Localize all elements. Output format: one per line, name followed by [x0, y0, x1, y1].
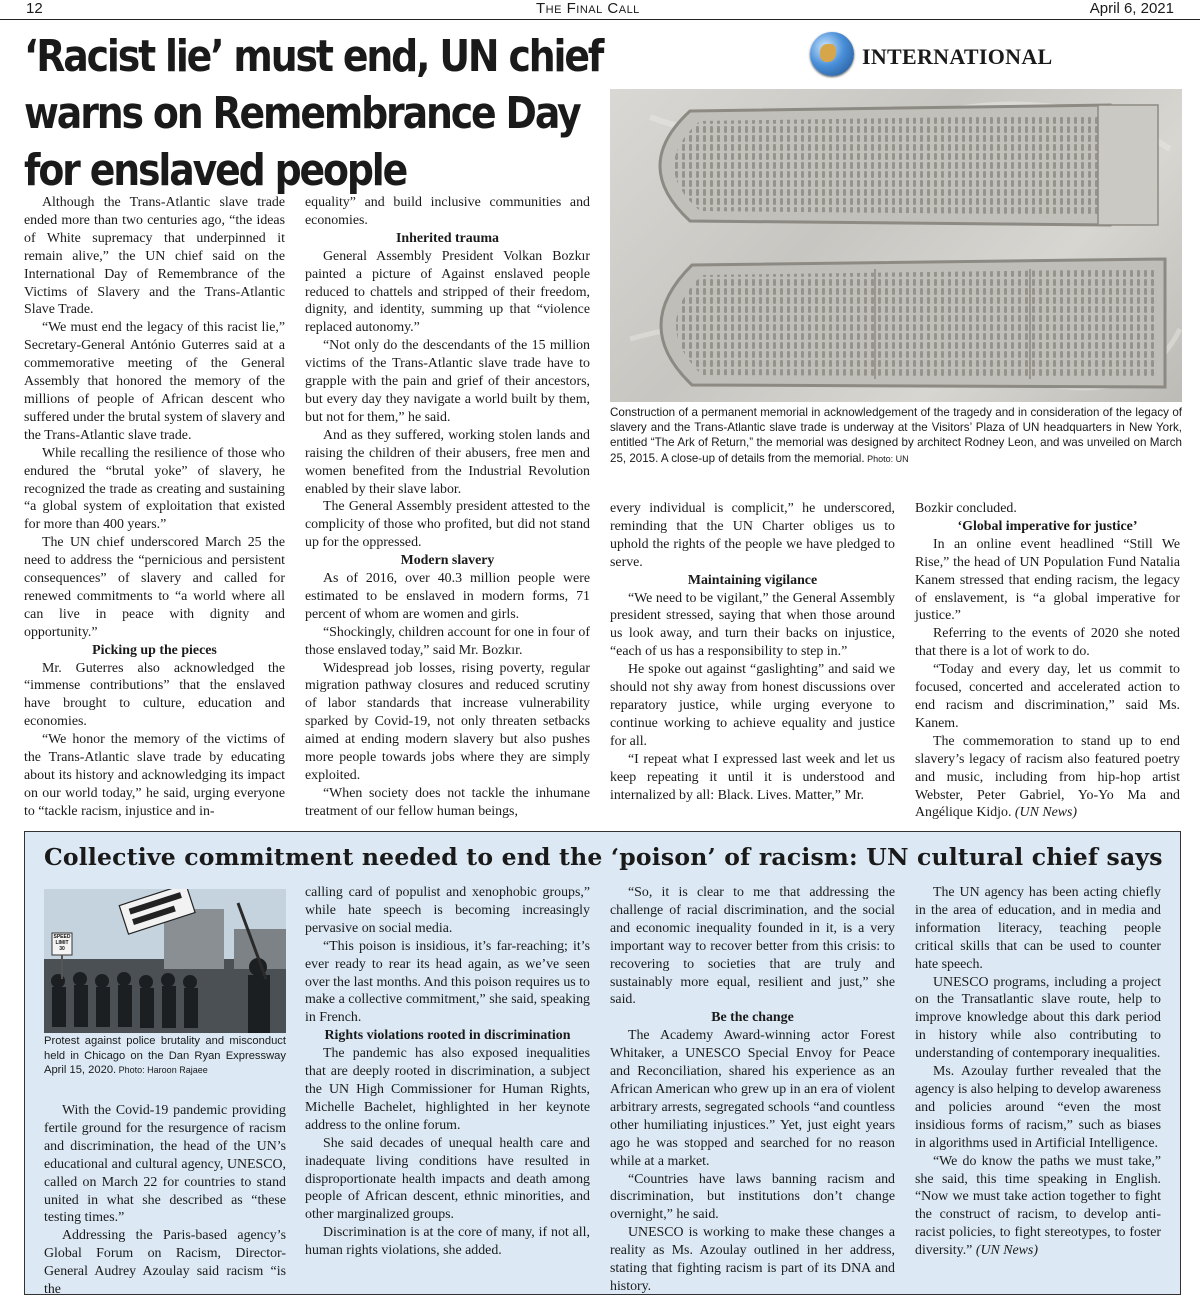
- paragraph: [305, 498, 590, 552]
- memorial-ship-carving: [610, 89, 1182, 402]
- paragraph: [610, 751, 895, 805]
- paragraph: [915, 1153, 1161, 1260]
- paragraph: [610, 1027, 895, 1170]
- paragraph-text: calling card of populist and xenophobic groups,” while hate speech is becoming increasingly pervasive on social media.: [305, 885, 590, 936]
- paragraph: [24, 534, 285, 641]
- paragraph-text: “So, it is clear to me that addressing the challenge of racial discrimination, and the social and economic inequality founded in it, is a very important way to recover better from this crisis: to recovering to societies that are truly and sustainably more equal, resilient and just,” she said.: [610, 885, 895, 1008]
- paragraph-text: “Shockingly, children account for one in four of those enslaved today,” said Mr. Bozkır.: [305, 624, 590, 658]
- story1-headline: ‘Racist lie’ must end, UN chief warns on Remembrance Day for enslaved people: [24, 31, 603, 196]
- speed-limit-sign: SPEED LIMIT 30: [53, 934, 71, 952]
- story1-column-1: [24, 194, 285, 821]
- paragraph: [24, 731, 285, 821]
- photo-credit: Photo: Haroon Rajaee: [116, 1065, 208, 1075]
- paragraph: [305, 194, 590, 230]
- story2-column-4: [915, 884, 1161, 1260]
- story1-column-2: [305, 194, 590, 821]
- story1-column-3: [610, 500, 895, 804]
- paragraph-text: And as they suffered, working stolen lands and raising the children of their abusers, free men and women benefited from the Industrial Revolution enabled by their slave labor.: [305, 427, 590, 497]
- paragraph-text: “I repeat what I expressed last week and let us keep repeating it until it is understood and internalized by all: Black. Lives. Matter,” Mr.: [610, 751, 895, 803]
- paragraph-text: “When society does not tackle the inhumane treatment of our fellow human beings,: [305, 785, 590, 819]
- paragraph: [24, 445, 285, 535]
- paragraph-text: As of 2016, over 40.3 million people were estimated to be enslaved in modern forms, 71 percent of whom are women and girls.: [305, 571, 590, 622]
- paragraph-text: The commemoration to stand up to end slavery’s legacy of racism also featured poetry and music, including from hip-hop artist Webster, Peter Gabriel, Yo-Yo Ma and Angélique Kidjo.: [915, 733, 1180, 821]
- paragraph: [44, 1102, 286, 1227]
- paragraph-text: equality” and build inclusive communities and economies.: [305, 195, 590, 228]
- paragraph: [610, 884, 895, 1009]
- story2-column-2: [305, 884, 590, 1260]
- paragraph: [305, 1224, 590, 1260]
- paragraph: [305, 938, 590, 1028]
- paragraph-text: “Today and every day, let us commit to focused, concerted and accelerated action to end racism and discrimination,” said Ms. Kanem.: [915, 662, 1180, 731]
- paragraph: [24, 194, 285, 319]
- paragraph: [915, 536, 1180, 626]
- paragraph-text: “We need to be vigilant,” the General Assembly president stressed, saying that when those around us look away, and turn their backs on injustice, “each of us has a responsibility to step in.”: [610, 590, 895, 660]
- paragraph: [610, 500, 895, 572]
- paragraph: [610, 1171, 895, 1225]
- paragraph: [305, 570, 590, 624]
- section-banner: [800, 30, 1080, 76]
- subhead: [610, 572, 895, 590]
- caption-text: Protest against police brutality and misconduct held in Chicago on the Dan Ryan Expressway April 15, 2020.: [44, 1035, 286, 1076]
- page-header: [0, 0, 1200, 20]
- photo-credit: Photo: UN: [864, 453, 909, 464]
- paragraph-text: “This poison is insidious, it’s far-reaching; it’s ever ready to rear its head again, as we’ve seen over the last months. And this poison requires us to make a collective commitment,” she said, speaking in French.: [305, 938, 590, 1026]
- paragraph-text: “Countries have laws banning racism and discrimination, but institutions don’t change overnight,” he said.: [610, 1171, 895, 1223]
- paragraph-text: The General Assembly president attested to the complicity of those who profited, but did not stand up for the oppressed.: [305, 499, 590, 551]
- paragraph-text: The UN agency has been acting chiefly in the area of education, and in media and information literacy, teaching people critical skills that can be used to counter hate speech.: [915, 885, 1161, 972]
- paragraph: [915, 974, 1161, 1064]
- paragraph: [305, 660, 590, 785]
- globe-icon: [810, 32, 854, 76]
- paragraph-text: While recalling the resilience of those who endured the “brutal yoke” of slavery, he recognized the trade as creating and sustaining “a global system of exploitation that existed for more than 400 years.”: [24, 445, 285, 533]
- paragraph: [915, 1063, 1161, 1153]
- paragraph: [610, 1224, 895, 1296]
- story1-column-4: [915, 500, 1180, 822]
- protest-photo-caption: [44, 1034, 286, 1078]
- paragraph: [24, 660, 285, 732]
- subhead: [915, 518, 1180, 536]
- subhead-text: Maintaining vigilance: [687, 572, 818, 588]
- subhead-text: Rights violations rooted in discrimination: [324, 1028, 571, 1044]
- subhead: [610, 1009, 895, 1027]
- paragraph-text: She said decades of unequal health care and inadequate living conditions have resulted in disproportionate health impacts and death among people of African descent, ethnic minorities, and other marginalized groups.: [305, 1135, 590, 1223]
- paragraph: [915, 884, 1161, 974]
- subhead-text: Picking up the pieces: [92, 642, 217, 658]
- caption-text: Construction of a permanent memorial in acknowledgement of the tragedy and in consideration of the legacy of slavery and the Trans-Atlantic slave trade is underway at the Visitors’ Plaza of UN headquarters in New York, entitled “The Ark of Return,” the memorial was designed by architect Rodney Leon, and was unveiled on March 25, 2015. A close-up of details from the memorial.: [610, 406, 1182, 465]
- paragraph-text: “We do know the paths we must take,” she said, this time speaking in English. “Now we must take action together to fight the construct of racism, to develop anti-racist policies, to fight stereotypes, to foster diversity.”: [915, 1153, 1161, 1259]
- paragraph: [305, 1135, 590, 1225]
- paragraph: [305, 884, 590, 938]
- subhead-text: Modern slavery: [400, 553, 495, 569]
- protest-scene: [44, 889, 286, 1033]
- subhead-text: ‘Global imperative for justice’: [957, 518, 1138, 534]
- paragraph-text: “We honor the memory of the victims of the Trans-Atlantic slave trade by educating about its history and acknowledging its impact on our world today,” he said, urging everyone to “tackle racism, injustice and in-: [24, 732, 285, 819]
- paragraph: [610, 661, 895, 751]
- page-number: 12: [26, 0, 43, 17]
- paragraph-text: Addressing the Paris-based agency’s Global Forum on Racism, Director-General Audrey Azoulay said racism “is the: [44, 1228, 286, 1298]
- paragraph-text: General Assembly President Volkan Bozkır painted a picture of Against enslaved people reduced to chattels and stripped of their freedom, dignity, and identity, summing up that “violence replaced autonomy.”: [305, 248, 590, 336]
- paragraph: [305, 427, 590, 499]
- paragraph: [305, 624, 590, 660]
- subhead: [305, 1027, 590, 1045]
- paragraph: [305, 785, 590, 821]
- paragraph-text: “Not only do the descendants of the 15 million victims of the Trans-Atlantic slave trade have to grapple with the pain and grief of their ancestors, but every day they navigate a world built by them, but not for them,” he said.: [305, 338, 590, 425]
- story2-column-3: [610, 884, 895, 1296]
- paragraph-text: He spoke out against “gaslighting” and said we should not shy away from honest discussions over reparatory justice, while urging everyone to continue working to achieve equality and justice for all.: [610, 662, 895, 749]
- paragraph: [305, 248, 590, 338]
- memorial-photo-caption: [610, 405, 1182, 467]
- paragraph-text: Ms. Azoulay further revealed that the agency is also helping to develop awareness and policies around “even the most insidious forms of racism,” such as biases in algorithms used in Artificial Intelligence.: [915, 1064, 1161, 1151]
- paragraph: [24, 319, 285, 444]
- paragraph: [305, 337, 590, 427]
- subhead-text: Be the change: [711, 1010, 794, 1026]
- memorial-photo: [610, 89, 1182, 402]
- subhead-text: Inherited trauma: [395, 230, 499, 246]
- paragraph-text: Bozkir concluded.: [915, 501, 1017, 516]
- paragraph-text: UNESCO programs, including a project on the Transatlantic slave route, help to improve knowledge about this dark period in history while also contributing to understanding of contemporary inequalities.: [915, 974, 1161, 1062]
- paragraph-text: Discrimination is at the core of many, if not all, human rights violations, she added.: [305, 1225, 590, 1259]
- paragraph-text: With the Covid-19 pandemic providing fertile ground for the resurgence of racism and discrimination, the head of the UN’s educational and cultural agency, UNESCO, called on March 22 for countries to stand united in what she described as “these testing times.”: [44, 1103, 286, 1226]
- paragraph-text: Mr. Guterres also acknowledged the “immense contributions” that the enslaved have brought to culture, education and economies.: [24, 660, 285, 730]
- newspaper-name: The Final Call: [536, 0, 640, 17]
- issue-date: April 6, 2021: [1089, 0, 1174, 17]
- paragraph: [915, 625, 1180, 661]
- paragraph-text: The pandemic has also exposed inequalities that are deeply rooted in discrimination, a subject the UN High Commissioner for Human Rights, Michelle Bachelet, highlighted in her keynote address to the online forum.: [305, 1046, 590, 1133]
- paragraph-text: In an online event headlined “Still We Rise,” the head of UN Population Fund Natalia Kanem stressed that ending racism, the legacy of enslavement, is “a global imperative for justice.”: [915, 536, 1180, 624]
- story2-column-1: [44, 1102, 286, 1298]
- subhead: [305, 552, 590, 570]
- section-label: INTERNATIONAL: [862, 44, 1053, 69]
- paragraph-text: UNESCO is working to make these changes a reality as Ms. Azoulay outlined in her address, stating that fighting racism is part of its DNA and history.: [610, 1225, 895, 1294]
- paragraph: [915, 733, 1180, 823]
- paragraph: [610, 590, 895, 662]
- paragraph-text: The Academy Award-winning actor Forest Whitaker, a UNESCO Special Envoy for Peace and Reconciliation, shared his experience as an African American who grew up in an era of violent arbitrary arrests, segregated schools “and countless other humiliating injustices.” Yet, just eight years ago he was stopped and searched for no reason while at a market.: [610, 1028, 895, 1169]
- paragraph-text: The UN chief underscored March 25 the need to address the “pernicious and persistent consequences” of slavery and called for renewed commitments to “a world where all can live in peace with dignity and opportunity.”: [24, 535, 285, 640]
- protest-photo: [44, 889, 286, 1033]
- paragraph-text: Referring to the events of 2020 she noted that there is a lot of work to do.: [915, 626, 1180, 660]
- paragraph: [305, 1045, 590, 1135]
- source-credit: (UN News): [1011, 805, 1078, 821]
- subhead: [305, 230, 590, 248]
- paragraph-text: “We must end the legacy of this racist lie,” Secretary-General António Guterres said at a commemorative meeting of the General Assembly that honored the memory of the millions of people of African descent who suffered under the brutal system of slavery and the Trans-Atlantic slave trade.: [24, 320, 285, 443]
- paragraph: [44, 1227, 286, 1298]
- story2-headline: Collective commitment needed to end the ‘poison’ of racism: UN cultural chief says: [44, 843, 1163, 871]
- paragraph-text: every individual is complicit,” he underscored, reminding that the UN Charter obliges us to uphold the rights of the people we have pledged to serve.: [610, 501, 895, 570]
- source-credit: (UN News): [972, 1243, 1038, 1259]
- paragraph-text: Widespread job losses, rising poverty, regular migration pathway closures and reduced scrutiny of labor standards that increase vulnerability sparked by Covid-19, not only threaten setbacks aimed at ending modern slavery but also pushes more people towards jobs where they are simply exploited.: [305, 660, 590, 783]
- paragraph: [915, 661, 1180, 733]
- paragraph-text: Although the Trans-Atlantic slave trade ended more than two centuries ago, “the ideas of White supremacy that underpinned it remain alive,” the UN chief said on the International Day of Remembrance of the Victims of Slavery and the Trans-Atlantic Slave Trade.: [24, 195, 285, 318]
- subhead: [24, 642, 285, 660]
- paragraph: [915, 500, 1180, 518]
